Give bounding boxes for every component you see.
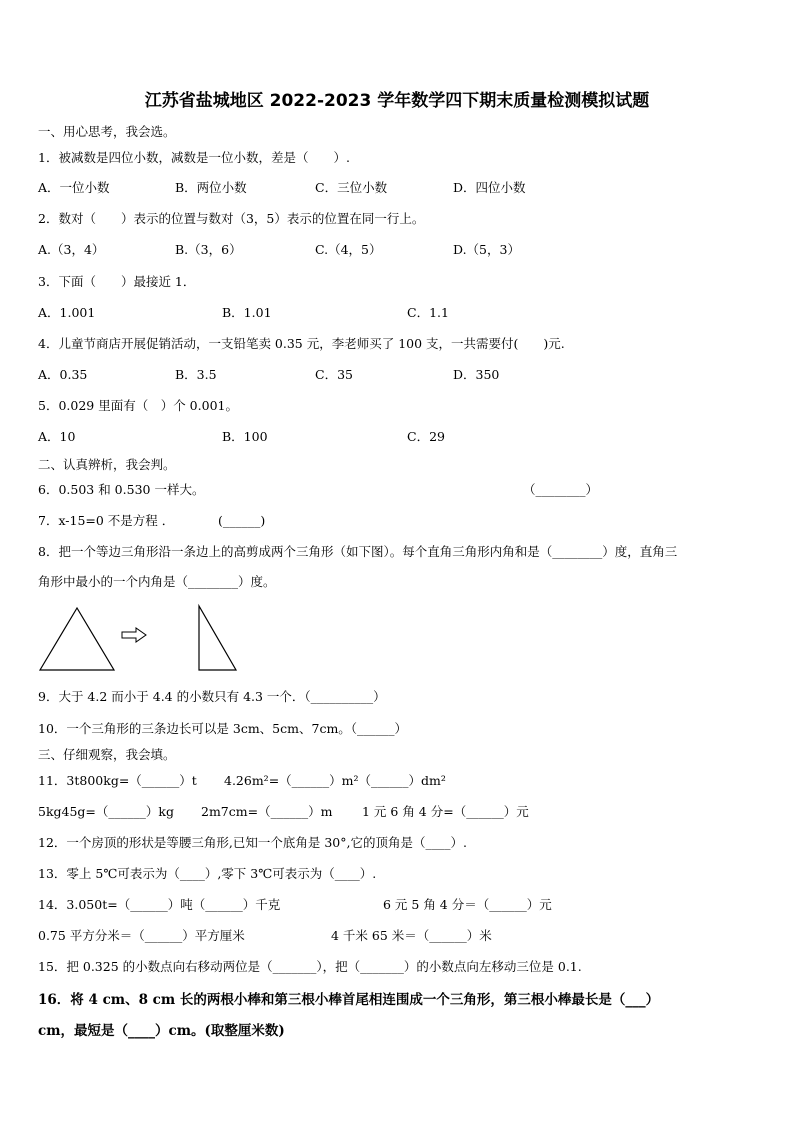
question-16-line-2: cm，最短是（____）cm。(取整厘米数) [38,1023,285,1039]
question-13: 13．零上 5℃可表示为（____）,零下 3℃可表示为（____）. [38,866,377,881]
question-6: 6．0.503 和 0.530 一样大。 [38,482,205,497]
question-7: 7．x-15=0 不是方程 ． (______) [38,513,266,528]
q5-option-a: A．10 [38,429,76,444]
question-11-part-e: 1 元 6 角 4 分=（______）元 [362,804,529,819]
question-1: 1．被减数是四位小数，减数是一位小数，差是（ ）. [38,150,350,165]
question-14-part-c: 0.75 平方分米＝（______）平方厘米 [38,928,245,943]
question-11-part-a: 11．3t800kg=（______）t [38,773,197,788]
question-12: 12．一个房顶的形状是等腰三角形,已知一个底角是 30°,它的顶角是（____）. [38,835,467,850]
q4-option-c: C．35 [315,367,353,382]
question-14-part-d: 4 千米 65 米＝（______）米 [331,928,492,943]
question-10: 10．一个三角形的三条边长可以是 3cm、5cm、7cm。（______） [38,721,408,736]
q4-option-d: D．350 [453,367,500,382]
q1-option-c: C．三位小数 [315,180,388,195]
section-3-heading: 三、仔细观察，我会填。 [38,747,176,762]
page-title: 江苏省盐城地区 2022-2023 学年数学四下期末质量检测模拟试题 [144,91,650,111]
question-16-line-1: 16．将 4 cm、8 cm 长的两根小棒和第三根小棒首尾相连围成一个三角形，第三根小棒最长是（___） [38,992,660,1008]
q2-option-a: A.（3，4） [38,242,105,257]
q5-option-b: B．100 [222,429,268,444]
question-8-line-2: 角形中最小的一个内角是（________）度。 [38,574,276,589]
q5-option-c: C．29 [407,429,445,444]
section-2-heading: 二、认真辨析，我会判。 [38,457,176,472]
q1-option-a: A．一位小数 [38,180,110,195]
right-arrow-icon [122,628,146,642]
q1-option-b: B．两位小数 [175,180,247,195]
question-11-part-b: 4.26m²=（______）m²（______）dm² [224,773,446,788]
q2-option-b: B.（3，6） [175,242,242,257]
q4-option-b: B．3.5 [175,367,217,382]
question-4: 4．儿童节商店开展促销活动，一支铅笔卖 0.35 元，李老师买了 100 支，一共需要付( )元. [38,336,565,351]
right-triangle [199,606,236,670]
equilateral-triangle [40,608,114,670]
q3-option-a: A．1.001 [38,305,96,320]
q4-option-a: A．0.35 [38,367,88,382]
q2-option-c: C.（4，5） [315,242,382,257]
question-14-part-b: 6 元 5 角 4 分＝（______）元 [383,897,552,912]
question-11-part-c: 5kg45g=（______）kg [38,804,174,819]
question-8-line-1: 8．把一个等边三角形沿一条边上的高剪成两个三角形（如下图）。每个直角三角形内角和是（________）度，直角三 [38,544,678,559]
question-11-part-d: 2m7cm=（______）m [201,804,333,819]
question-15: 15．把 0.325 的小数点向右移动两位是（_______），把（_______）的小数点向左移动三位是 0.1. [38,959,582,974]
question-9: 9．大于 4.2 而小于 4.4 的小数只有 4.3 一个．（__________） [38,689,386,704]
q2-option-d: D.（5，3） [453,242,520,257]
q3-option-b: B．1.01 [222,305,272,320]
q3-option-c: C．1.1 [407,305,449,320]
q6-answer-blank: （________） [523,482,599,497]
section-1-heading: 一、用心思考，我会选。 [38,124,176,139]
triangle-cut-figure [36,602,246,674]
q1-option-d: D．四位小数 [453,180,526,195]
question-5: 5．0.029 里面有（ ）个 0.001。 [38,398,238,413]
question-3: 3．下面（ ）最接近 1． [38,274,196,289]
question-14-part-a: 14．3.050t=（______）吨（______）千克 [38,897,281,912]
question-2: 2．数对（ ）表示的位置与数对（3，5）表示的位置在同一行上。 [38,211,425,226]
